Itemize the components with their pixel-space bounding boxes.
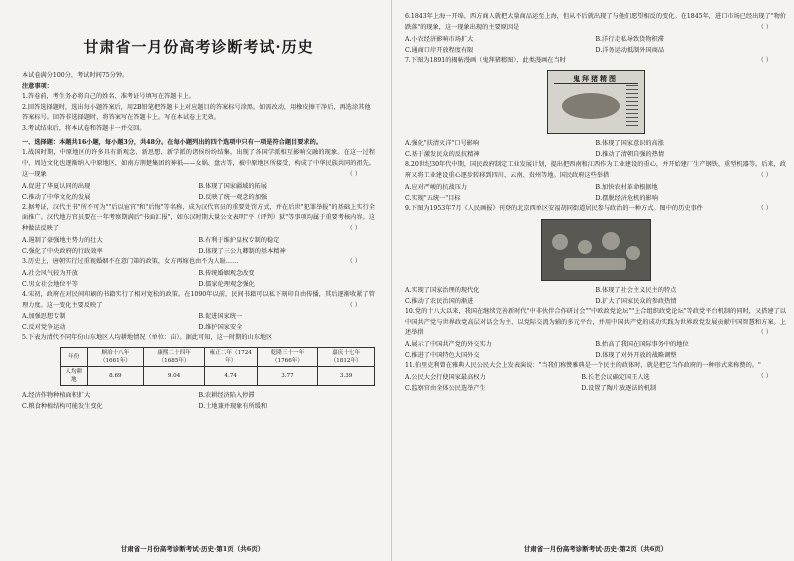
answer-paren: （ ） bbox=[757, 329, 772, 337]
notice-2: 2.回答选择题时，选出每小题答案后，用2B铅笔把答题卡上对应题目的答案标号涂黑。如需改动，用橡皮擦干净后，再选涂其他答案标号。回答非选择题时，将答案写在答题卡上。写在本试卷上无效。 bbox=[22, 103, 371, 122]
question-4: 4.宋初，政府在对民间印刷的书籍实行了相对宽松的政策。在1090年以前，民间书籍可以私下刻印自由传播，其后逐渐收紧了管理力度。这一变化主要反映了 （ ） bbox=[22, 290, 375, 312]
table-header-row bbox=[61, 348, 375, 367]
notice-3: 3.考试结束后，将本试卷和答题卡一并交回。 bbox=[22, 124, 146, 132]
cartoon-text-column bbox=[626, 85, 638, 127]
option: B.体现了国家意识的高涨 bbox=[595, 140, 664, 148]
table-header: 顺治十八年（1661年） bbox=[87, 348, 144, 367]
page-1 bbox=[0, 0, 385, 561]
question-6-options bbox=[405, 34, 786, 56]
question-3-options bbox=[22, 268, 375, 290]
question-2-options bbox=[22, 235, 375, 257]
option: A.社会风气较为开放 bbox=[22, 269, 78, 277]
option: D.推动了清朝自强的热情 bbox=[595, 151, 665, 159]
question-11-options bbox=[405, 372, 758, 394]
option: B.洋行走私导致货物积滞 bbox=[595, 35, 664, 43]
option: B.体现了国家疆域的拓展 bbox=[198, 182, 267, 190]
option: A.应对严峻的抗战压力 bbox=[405, 183, 468, 191]
page-2-footer: 甘肃省一月份高考诊断考试·历史·第2页（共6页） bbox=[523, 545, 668, 553]
answer-paren: （ ） bbox=[346, 225, 361, 233]
question-5: 5.下表为清代不同年份山东地区人均耕地情况（单位：亩）。据此可知，这一时期的山东地区 bbox=[22, 334, 273, 342]
table-cell: 8.69 bbox=[87, 367, 144, 386]
table-header: 年份 bbox=[61, 348, 88, 367]
table-cell: 3.77 bbox=[257, 367, 318, 386]
page-1-footer: 甘肃省一月份高考诊断考试·历史·第1页（共6页） bbox=[120, 545, 265, 553]
cartoon-figure bbox=[547, 70, 645, 134]
option: B.抬高了我国在国际事务中的地位 bbox=[595, 341, 689, 349]
option: A.小农经济影响市场扩大 bbox=[405, 35, 474, 43]
question-10: 10.党的十八大以来，我国在继续完善新时代"中非伙伴合作研讨会""中欧政党论坛""上合组织政党论坛"等政党平台机制的同时，又搭建了以中国共产党与世界政党高层对话会为主、以党际交流为辅的多元平台，并用中国共产党的成功实践为世界政党发展贡献中国智慧和方案。上述举措 （ ） bbox=[405, 307, 786, 339]
answer-paren: （ ） bbox=[757, 172, 772, 180]
option: C.推进了中国特色大国外交 bbox=[405, 352, 480, 360]
table-cell: 9.04 bbox=[144, 367, 205, 386]
table-row bbox=[61, 367, 375, 386]
option: B.加快农村革命根据地 bbox=[595, 183, 658, 191]
option: A.展示了中国共产党的外交实力 bbox=[405, 341, 492, 349]
answer-paren: （ ） bbox=[346, 170, 361, 178]
option: A.促进了华夏认同的出现 bbox=[22, 182, 91, 190]
question-7-options bbox=[405, 138, 786, 160]
answer-paren: （ ） bbox=[346, 257, 361, 265]
exam-intro: 本试卷满分100分，考试时间75分钟。 bbox=[22, 72, 129, 79]
option: C.推动了农民治国的渐进 bbox=[405, 297, 474, 305]
figure-person bbox=[626, 246, 640, 260]
question-9-options bbox=[405, 285, 786, 307]
section-heading: 一、选择题：本题共16小题，每小题3分，共48分。在每小题列出的四个选项中只有一项是符合题目要求的。 bbox=[22, 138, 322, 146]
photo-figure bbox=[541, 219, 651, 281]
option: D.扩大了国家民众的参政热情 bbox=[595, 297, 677, 305]
option: D.摆脱经济危机的影响 bbox=[595, 194, 658, 202]
figure-person bbox=[578, 240, 592, 254]
option: C.粮食种植结构可能发生变化 bbox=[22, 403, 103, 411]
option: D.反映了统一观念的加强 bbox=[198, 193, 268, 201]
notice-1: 1.答卷前，考生务必将自己的姓名、准考证号填写在答题卡上。 bbox=[22, 93, 195, 101]
question-1: 1.战国时期，中原地区的许多具有新观念、新思想、新学派的诸侯纷纷结集，出现了各国学派相互影响交融的现象。在这一过程中，周边文化也逐渐纳入中原地区，如南方荆楚集团的神祇——女娲、盘古等，被中原地区所接受，构成了中华民族共同的祖先。这一现象 （ ） bbox=[22, 148, 375, 180]
option: C.男女社会地位平等 bbox=[22, 280, 78, 288]
answer-paren: （ ） bbox=[757, 372, 772, 380]
option: B.长老会议确定国王人选 bbox=[581, 373, 650, 381]
question-8: 8.20世纪30年代中期，国民政府制定工业发展计划，提出把西南和江西作为工业建设的重心，并开始建厂生产钢铁、重型机器等。后来，政府又将工业建设重心逐步转移到四川、云南、贵州等地。国民政府这些举措 （ ） bbox=[405, 160, 786, 182]
question-2: 2.据考证，汉代主书"所不可为""后以宦官"和"后悔"等名称，成为汉代官员的重要处罚方式，并在后世"犯罪举报"的基础上实行全面推广。汉代地方官员要在一年考察期满后"书面汇报"，如东汉时期大量公文表明"平（评判）狱"等事项均属于重要考核内容。这种做法反映了 （ ） bbox=[22, 203, 375, 235]
option: B.促进国家统一 bbox=[198, 313, 243, 321]
figure-table bbox=[564, 258, 626, 270]
option: C.基于激发民众的反抗精神 bbox=[405, 151, 480, 159]
option: C.通商口岸开放程度有限 bbox=[405, 46, 474, 54]
option: B.体现了社会主义民主的特点 bbox=[595, 286, 677, 294]
option: A.加强思想专制 bbox=[22, 313, 66, 321]
answer-paren: （ ） bbox=[346, 301, 361, 309]
option: A.实现了国家治理的现代化 bbox=[405, 286, 480, 294]
option: D.儒家伦理观念强化 bbox=[198, 280, 255, 288]
question-7: 7.下图为1891的揭帖漫画（鬼拜猪精图），此类漫画在当时 （ ） bbox=[405, 56, 786, 67]
figure-person bbox=[552, 234, 568, 250]
question-11: 11.伯里克利曾在雅典人民公民大会上发表演说："当我们称赞雅典是一个民主的政体时，就是把它当作政府的一种形式来称赞的。" （ ） bbox=[405, 361, 786, 372]
page-2 bbox=[397, 0, 794, 561]
option: A.经济作物种植面积扩大 bbox=[22, 392, 91, 400]
option: C.反对党争运动 bbox=[22, 324, 66, 332]
option: A.强化"扶清灭洋"口号影响 bbox=[405, 140, 480, 148]
table-header: 嘉庆十七年（1812年） bbox=[318, 348, 375, 367]
table-cell: 4.74 bbox=[204, 367, 257, 386]
table-cell: 3.39 bbox=[318, 367, 375, 386]
farmland-table bbox=[60, 347, 375, 386]
option: D.土地兼并现象有所缓和 bbox=[198, 403, 268, 411]
table-header: 康熙二十四年（1685年） bbox=[144, 348, 205, 367]
option: D.维护国家安全 bbox=[198, 324, 243, 332]
page-divider bbox=[391, 0, 392, 561]
notice-title: 注意事项： bbox=[22, 82, 53, 90]
table-header: 乾隆三十一年（1766年） bbox=[257, 348, 318, 367]
option: C.实现"五统一"目标 bbox=[405, 194, 461, 202]
question-8-options bbox=[405, 182, 786, 204]
table-header: 雍正二年（1724年） bbox=[204, 348, 257, 367]
option: C.推动了中华文化的发展 bbox=[22, 193, 91, 201]
answer-paren: （ ） bbox=[757, 23, 772, 31]
answer-paren: （ ） bbox=[757, 56, 772, 64]
option: B.农耕经济陷入停滞 bbox=[198, 392, 255, 400]
option: A.公民大会行使国家最高权力 bbox=[405, 373, 486, 381]
question-9: 9.下图为1953年7月《人民画报》刊登的北京西单区安福胡同街道居民参与政治的一种方式。图中的历史事件 （ ） bbox=[405, 204, 786, 215]
figure-person bbox=[602, 232, 620, 250]
option: D.洋务运动抵制外国商品 bbox=[595, 46, 665, 54]
option: B.有利于维护皇权专制的稳定 bbox=[198, 236, 280, 244]
cartoon-banner: 鬼拜猪精图 bbox=[554, 74, 638, 84]
pig-illustration bbox=[562, 93, 620, 119]
option: C.监察官由全体公民选举产生 bbox=[405, 384, 486, 392]
exam-title: 甘肃省一月份高考诊断考试·历史 bbox=[83, 38, 314, 56]
question-3: 3.历史上，唐朝实行过重视婚姻不在意门第的政策，女方再嫁也由不为人耻…… （ ） bbox=[22, 257, 375, 268]
answer-paren: （ ） bbox=[757, 204, 772, 212]
option: B.传统婚姻观念改变 bbox=[198, 269, 255, 277]
option: D.体现了三公九卿制的基本精神 bbox=[198, 247, 286, 255]
option: A.遏制了豪强地主势力的壮大 bbox=[22, 236, 103, 244]
table-row-label: 人均耕地 bbox=[61, 367, 88, 386]
question-5-options bbox=[22, 390, 375, 412]
question-1-options bbox=[22, 181, 375, 203]
question-6: 6.1843年上海一开埠，西方商人就把大量商品运至上海，但从不后就出现了与他们愿望相反的变化。在1845年，进口市场已经出现了"物价跌落"的现象，这一现象出现的主要原因是 （ ） bbox=[405, 12, 786, 34]
option: D.设置了陶片放逐法的机制 bbox=[581, 384, 657, 392]
question-4-options bbox=[22, 311, 375, 333]
option: C.强化了中央政府的行政效率 bbox=[22, 247, 103, 255]
option: D.体现了对外开放的战略调整 bbox=[595, 352, 677, 360]
question-10-options bbox=[405, 339, 786, 361]
